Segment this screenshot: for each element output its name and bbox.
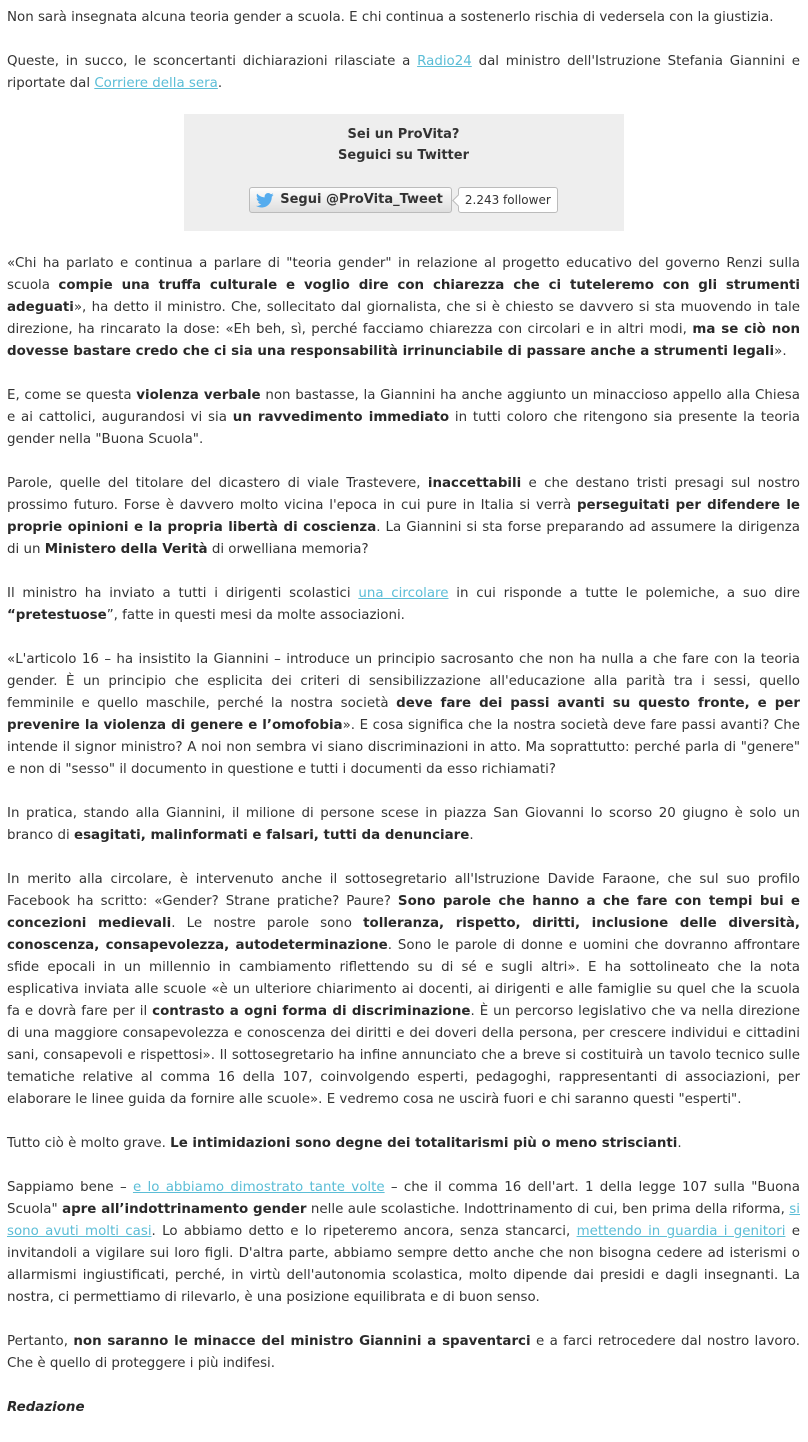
bold-emphasis: deve fare dei passi avanti su questo fronte, e per prevenire la violenza di genere e l’omofobia (7, 696, 800, 733)
bold-emphasis: apre all’indottrinamento gender (62, 1202, 307, 1217)
text-run: in tutti coloro che ritengono sia presente la teoria gender nella "Buona Scuola". (7, 410, 800, 447)
text-run: . Lo abbiamo detto e lo ripeteremo ancora, senza stancarci, (151, 1224, 577, 1239)
article-paragraph (7, 869, 800, 1111)
bold-emphasis: violenza verbale (136, 388, 261, 403)
follow-row (184, 187, 624, 213)
article-body (0, 7, 808, 1419)
bold-emphasis: inaccettabili (427, 476, 522, 491)
widget-subheading: Seguici su Twitter (338, 148, 469, 163)
text-run: . Le nostre parole sono (171, 916, 364, 931)
text-run: Pertanto, (7, 1334, 74, 1349)
text-run: in cui risponde a tutte le polemiche, a suo dire (448, 586, 800, 601)
text-run: . Sono le parole di donne e uomini che dovranno affrontare sfide epocali in un millennio in cambiamento riflettendo su di sé e sugli altri». E ha sottolineato che la nota esplicativa inviata alle scuole «è un ulteriore chiarimento ai docenti, ai dirigenti e alle famiglie su quel che la scuola fa e dovrà fare per il (7, 938, 800, 1019)
text-run: «L'articolo 16 – ha insistito la Giannini – introduce un principio sacrosanto che non ha nulla a che fare con la teoria gender. È un principio che esplicita dei criteri di sensibilizzazione all'educazione alla parità tra i sessi, quello femminile e quello maschile, perché la nostra società (7, 652, 800, 711)
text-run: dal ministro dell'Istruzione Stefania Giannini e riportate dal (7, 54, 800, 91)
article-signature (7, 1397, 800, 1419)
bold-emphasis: esagitati, malinformati e falsari, tutti da denunciare (74, 828, 470, 843)
text-run: ». E cosa significa che la nostra società deve fare passi avanti? Che intende il signor ministro? A noi non sembra vi siano discriminazioni in atto. Ma soprattutto: perché parla di "genere" e non di "sesso" il documento in questione e tutti i documenti da esso richiamati? (7, 718, 800, 777)
twitter-follow-button[interactable] (249, 187, 452, 213)
follower-count-badge[interactable]: 2.243 follower (458, 187, 558, 213)
text-run: e invitandoli a vigilare sui loro figli. D'altra parte, abbiamo sempre detto anche che non bisogna cedere ad isterismi o allarmismi ingiustificati, perché, in virtù dell'autonomia scolastica, molto dipende dai presidi e dagli insegnanti. La nostra, ci permettiamo di rilevarlo, è una posizione equilibrata e di buon senso. (7, 1224, 800, 1305)
inline-link[interactable]: e lo abbiamo dimostrato tante volte (132, 1180, 385, 1195)
bold-emphasis: ma se ciò non dovesse bastare credo che ci sia una responsabilità irrinunciabile di passare anche a strumenti legali (7, 322, 800, 359)
article-paragraph (7, 51, 800, 95)
inline-link[interactable]: Radio24 (417, 54, 472, 69)
text-run: «Chi ha parlato e continua a parlare di "teoria gender" in relazione al progetto educativo del governo Renzi sulla scuola (7, 256, 800, 293)
text-run: nelle aule scolastiche. Indottrinamento di cui, ben prima della riforma, (306, 1202, 790, 1217)
text-run: di orwelliana memoria? (207, 542, 369, 557)
follow-button-label: Segui @ProVita_Tweet (280, 192, 443, 207)
text-run: Queste, in succo, le sconcertanti dichiarazioni rilasciate a (7, 54, 418, 69)
text-run: Parole, quelle del titolare del dicastero di viale Trastevere, (7, 476, 428, 491)
inline-link[interactable]: si sono avuti molti casi (7, 1202, 800, 1239)
bold-emphasis: un ravvedimento immediato (232, 410, 450, 425)
bold-emphasis: Ministero della Verità (44, 542, 208, 557)
bold-emphasis: Le intimidazioni sono degne dei totalitarismi più o meno striscianti (170, 1136, 678, 1151)
twitter-bird-icon (256, 193, 274, 208)
bold-emphasis: perseguitati per difendere le proprie opinioni e la propria libertà di coscienza (7, 498, 800, 535)
text-run: E, come se questa (7, 388, 137, 403)
widget-heading: Sei un ProVita? (347, 127, 460, 142)
text-run: e che destano tristi presagi sul nostro prossimo futuro. Forse è davvero molto vicina l'epoca in cui pure in Italia si verrà (7, 476, 800, 513)
text-run: . La Giannini si sta forse preparando ad assumere la dirigenza di un (7, 520, 800, 557)
bold-emphasis: tolleranza, rispetto, diritti, inclusione delle diversità, conoscenza, consapevolezza, autodeterminazione (7, 916, 800, 953)
bold-emphasis: Sono parole che hanno a che fare con tempi bui e concezioni medievali (7, 894, 801, 931)
article-paragraph (7, 1133, 800, 1155)
inline-link[interactable]: una circolare (358, 586, 449, 601)
text-run: In pratica, stando alla Giannini, il milione di persone scese in piazza San Giovanni lo scorso 20 giugno è solo un branco di (7, 806, 800, 843)
text-run: . È un percorso legislativo che va nella direzione di una maggiore consapevolezza e conoscenza dei diritti e dei doveri della persona, per crescere individui e cittadini sani, consapevoli e rispettosi». Il sottosegretario ha infine annunciato che a breve si costituirà un tavolo tecnico sulle tematiche relative al comma 16 della 107, coinvolgendo esperti, pedagoghi, rappresentanti di associazioni, per elaborare le linee guida da fornire alle scuole». E vedremo cosa ne uscirà fuori e chi saranno questi "esperti". (7, 1004, 800, 1107)
signature-text: Redazione (7, 1400, 85, 1415)
text-run: ”, fatte in questi mesi da molte associazioni. (106, 608, 405, 623)
text-run: Il ministro ha inviato a tutti i dirigenti scolastici (7, 586, 359, 601)
inline-link[interactable]: mettendo in guardia i genitori (576, 1224, 786, 1239)
text-run: non bastasse, la Giannini ha anche aggiunto un minaccioso appello alla Chiesa e ai cattolici, augurandosi vi sia (7, 388, 800, 425)
text-run: ». (774, 344, 787, 359)
inline-link[interactable]: Corriere della sera (94, 76, 218, 91)
text-run: . (217, 76, 223, 91)
text-run: e a farci retrocedere dal nostro lavoro. Che è quello di proteggere i più indifesi. (7, 1334, 800, 1371)
text-run: Tutto ciò è molto grave. (7, 1136, 171, 1151)
article-paragraph (7, 473, 800, 561)
twitter-follow-widget (184, 114, 624, 231)
article-paragraph: Non sarà insegnata alcuna teoria gender a scuola. E chi continua a sostenerlo rischia di vedersela con la giustizia. (7, 10, 774, 25)
bold-emphasis: “pretestuose (7, 608, 107, 623)
text-run: . (677, 1136, 682, 1151)
article-paragraph (7, 583, 800, 627)
text-run: Sappiamo bene – (7, 1180, 133, 1195)
article-paragraph (7, 253, 800, 363)
article-paragraph (7, 1331, 800, 1375)
bold-emphasis: contrasto a ogni forma di discriminazione (152, 1004, 471, 1019)
article-paragraph (7, 385, 800, 451)
article-paragraph (7, 803, 800, 847)
text-run: », ha detto il ministro. Che, sollecitato dal giornalista, che si è chiesto se davvero si sta muovendo in tale direzione, ha rincarato la dose: «Eh beh, sì, perché facciamo chiarezza con circolari e in altri modi, (7, 300, 800, 337)
article-paragraph (7, 649, 800, 781)
text-run: – che il comma 16 dell'art. 1 della legge 107 sulla "Buona Scuola" (7, 1180, 800, 1217)
article-paragraph (7, 1177, 800, 1309)
bold-emphasis: compie una truffa culturale e voglio dire con chiarezza che ci tuteleremo con gli strumenti adeguati (7, 278, 800, 315)
text-run: . (469, 828, 474, 843)
text-run: In merito alla circolare, è intervenuto anche il sottosegretario all'Istruzione Davide Faraone, che sul suo profilo Facebook ha scritto: «Gender? Strane pratiche? Paure? (7, 872, 800, 909)
bold-emphasis: non saranno le minacce del ministro Giannini a spaventarci (73, 1334, 531, 1349)
